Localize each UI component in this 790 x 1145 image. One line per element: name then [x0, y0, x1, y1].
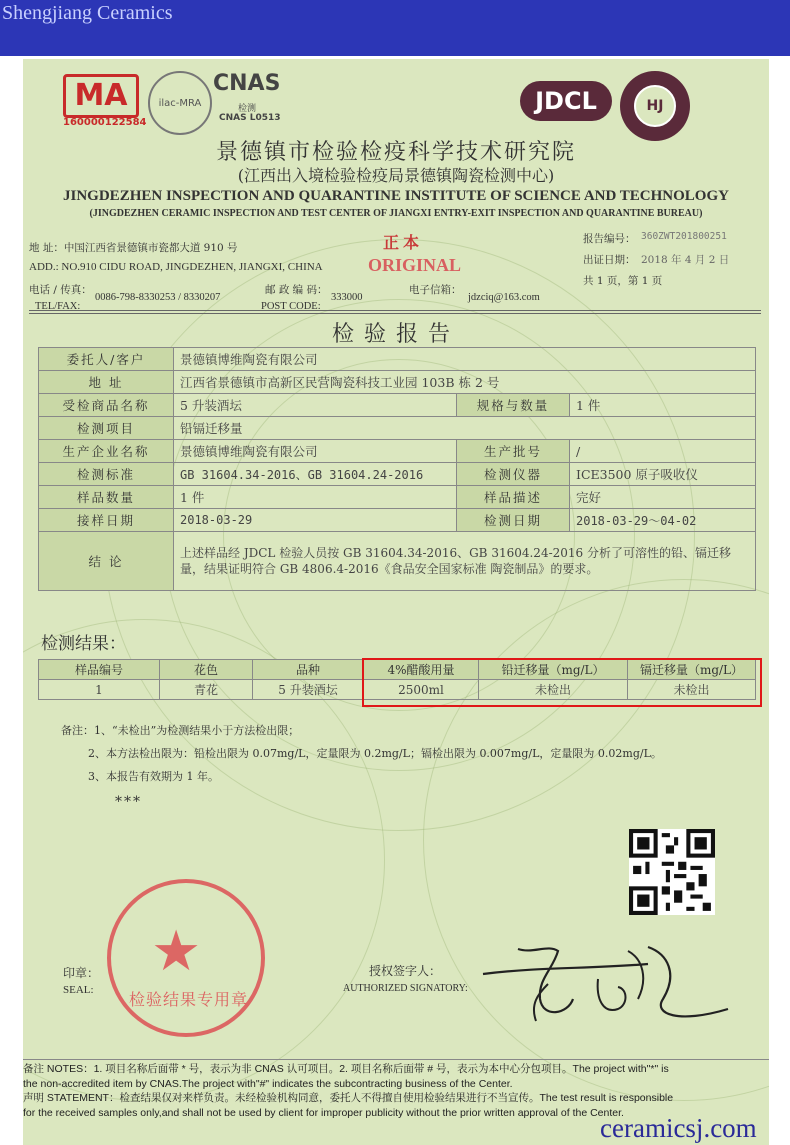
results-cell: 未检出: [628, 680, 756, 700]
seal-label: [63, 965, 99, 999]
sample-info-table: [38, 347, 756, 591]
original-stamp-cn: 正本: [383, 233, 424, 252]
seal-label-en: SEAL:: [63, 984, 94, 996]
seal-text: 检验结果专用章: [129, 990, 249, 1009]
cma-number: 160000122584: [63, 117, 147, 128]
desc-value: 完好: [570, 486, 756, 509]
results-header: 品种: [253, 660, 364, 680]
highlight-box: [362, 658, 762, 707]
address-value: 江西省景德镇市高新区民营陶瓷科技工业园 103B 栋 2 号: [174, 371, 756, 394]
spec-label: 规格与数量: [457, 394, 570, 417]
client-label: 委托人/客户: [39, 348, 174, 371]
item-label: 检测项目: [39, 417, 174, 440]
results-cell: 1: [39, 680, 160, 700]
results-cell: 青花: [160, 680, 253, 700]
instrument-value: ICE3500 原子吸收仪: [570, 463, 756, 486]
address-en: ADD.: NO.910 CIDU ROAD, JINGDEZHEN, JIANGXI, CHINA: [29, 261, 323, 273]
issue-date-label: 出证日期：: [583, 254, 636, 266]
report-title: 检验报告: [331, 322, 460, 347]
cnas-number: CNAS L0513: [219, 113, 281, 123]
footer-line: the non-accredited item by CNAS.The project with"#" indicates the subcontracting business of the Center.: [23, 1077, 513, 1090]
results-header: 样品编号: [39, 660, 160, 680]
item-value: 铅镉迁移量: [174, 417, 756, 440]
note-line: 备注：1、“未检出”为检测结果小于方法检出限；: [61, 724, 300, 737]
qr-code-icon[interactable]: [629, 829, 715, 915]
table-row: [39, 394, 756, 417]
client-value: 景德镇博维陶瓷有限公司: [174, 348, 756, 371]
conclusion-label: 结 论: [39, 532, 174, 591]
issue-date: 2018 年 4 月 2 日: [641, 254, 730, 266]
institute-subtitle-cn: (江西出入境检验检疫局景德镇陶瓷检测中心): [237, 166, 555, 185]
original-stamp-en: ORIGINAL: [368, 255, 462, 275]
tel-label-en: TEL/FAX:: [35, 301, 81, 312]
product-label: 受检商品名称: [39, 394, 174, 417]
cnas-sub: 检测: [238, 104, 257, 114]
cnas-logo: CNAS: [213, 71, 281, 96]
report-no-label: 报告编号：: [583, 233, 636, 245]
signatory-label: [343, 963, 468, 997]
address-label: 地 址: [39, 371, 174, 394]
table-row: [39, 509, 756, 532]
seal-label-cn: 印章：: [63, 966, 100, 980]
header-divider: [29, 313, 761, 314]
desc-label: 样品描述: [457, 486, 570, 509]
table-row: [39, 417, 756, 440]
footer-line: 声明 STATEMENT：检查结果仅对来样负责。未经检验机构同意，委托人不得擅自使用检验结果进行不当宣传。The test result is responsible: [23, 1092, 674, 1104]
recv-date-value: 2018-03-29: [174, 509, 457, 532]
test-date-value: 2018-03-29～04-02: [570, 509, 756, 532]
post-value: 333000: [331, 292, 363, 303]
note-line: 3、本报告有效期为 1 年。: [88, 770, 219, 783]
product-value: 5 升装酒坛: [174, 394, 457, 417]
maker-label: 生产企业名称: [39, 440, 174, 463]
site-banner: [0, 0, 790, 56]
site-watermark[interactable]: ceramicsj.com: [600, 1113, 757, 1143]
table-row: [39, 348, 756, 371]
institute-subtitle-en: (JINGDEZHEN CERAMIC INSPECTION AND TEST CENTER OF JIANGXI ENTRY-EXIT INSPECTION AND QUARANTINE BUREAU): [89, 208, 703, 219]
email-value: jdzciq@163.com: [468, 292, 540, 303]
results-heading: 检测结果：: [41, 634, 126, 654]
hj-logo-text: HJ: [634, 85, 676, 127]
report-no: 360ZWT201800251: [641, 231, 727, 242]
header-divider: [29, 310, 761, 311]
table-row: [39, 532, 756, 591]
table-row: [39, 463, 756, 486]
notes-block: [61, 719, 662, 788]
results-header: 4%醋酸用量: [364, 660, 479, 680]
hj-seal-logo: [620, 71, 690, 141]
batch-value: /: [570, 440, 756, 463]
table-row: [39, 440, 756, 463]
footer-notes: [23, 1059, 769, 1120]
star-icon: ★: [151, 919, 202, 984]
footer-line: 备注 NOTES：1. 项目名称后面带 * 号，表示为非 CNAS 认可项目。2. 项目名称后面带 # 号，表示为本中心分包项目。The project with"*" is: [23, 1063, 669, 1075]
table-row: [39, 371, 756, 394]
site-brand[interactable]: Shengjiang Ceramics: [2, 2, 173, 24]
batch-label: 生产批号: [457, 440, 570, 463]
post-label-en: POST CODE:: [261, 301, 321, 312]
table-row: [39, 486, 756, 509]
note-line: 2、本方法检出限为：铅检出限为 0.07mg/L，定量限为 0.2mg/L；镉检出限为 0.007mg/L，定量限为 0.02mg/L。: [88, 747, 662, 760]
results-header: 花色: [160, 660, 253, 680]
conclusion-value: 上述样品经 JDCL 检验人员按 GB 31604.34-2016、GB 31604.24-2016 分析了可溶性的铅、镉迁移量，结果证明符合 GB 4806.4-2016《食品安全国家标准 陶瓷制品》的要求。: [174, 532, 756, 591]
results-cell: 未检出: [479, 680, 628, 700]
standard-label: 检测标准: [39, 463, 174, 486]
email-label-cn: 电子信箱：: [409, 284, 462, 296]
end-marker: ***: [115, 794, 142, 810]
results-cell: 2500ml: [364, 680, 479, 700]
qty-label: 样品数量: [39, 486, 174, 509]
recv-date-label: 接样日期: [39, 509, 174, 532]
post-label-cn: 邮 政 编 码：: [265, 284, 328, 296]
handwritten-signature: [478, 929, 738, 1039]
maker-value: 景德镇博维陶瓷有限公司: [174, 440, 457, 463]
results-header: 铅迁移量（mg/L）: [479, 660, 628, 680]
footer-line: for the received samples only,and shall not be used by client for improper publicity without the prior written approval of the Center.: [23, 1106, 624, 1119]
results-header: 镉迁移量（mg/L）: [628, 660, 756, 680]
ilac-mra-logo: ilac-MRA: [148, 71, 212, 135]
instrument-label: 检测仪器: [457, 463, 570, 486]
official-seal: [107, 879, 265, 1037]
tel-value: 0086-798-8330253 / 8330207: [95, 292, 221, 303]
tel-label-cn: 电话 / 传真：: [29, 284, 92, 296]
institute-title-cn: 景德镇市检验检疫科学技术研究院: [215, 140, 576, 165]
signatory-label-cn: 授权签字人：: [369, 964, 442, 978]
spec-value: 1 件: [570, 394, 756, 417]
test-date-label: 检测日期: [457, 509, 570, 532]
signatory-label-en: AUTHORIZED SIGNATORY:: [343, 983, 468, 994]
cma-logo: MA: [63, 74, 139, 118]
page-count: 共 1 页，第 1 页: [583, 275, 663, 287]
address-cn: 地 址：中国江西省景德镇市瓷都大道 910 号: [29, 242, 238, 254]
standard-value: GB 31604.34-2016、GB 31604.24-2016: [174, 463, 457, 486]
qty-value: 1 件: [174, 486, 457, 509]
results-cell: 5 升装酒坛: [253, 680, 364, 700]
inspection-certificate: [23, 59, 769, 1145]
institute-title-en: JINGDEZHEN INSPECTION AND QUARANTINE INSTITUTE OF SCIENCE AND TECHNOLOGY: [63, 188, 729, 204]
jdcl-logo: JDCL: [520, 81, 612, 121]
